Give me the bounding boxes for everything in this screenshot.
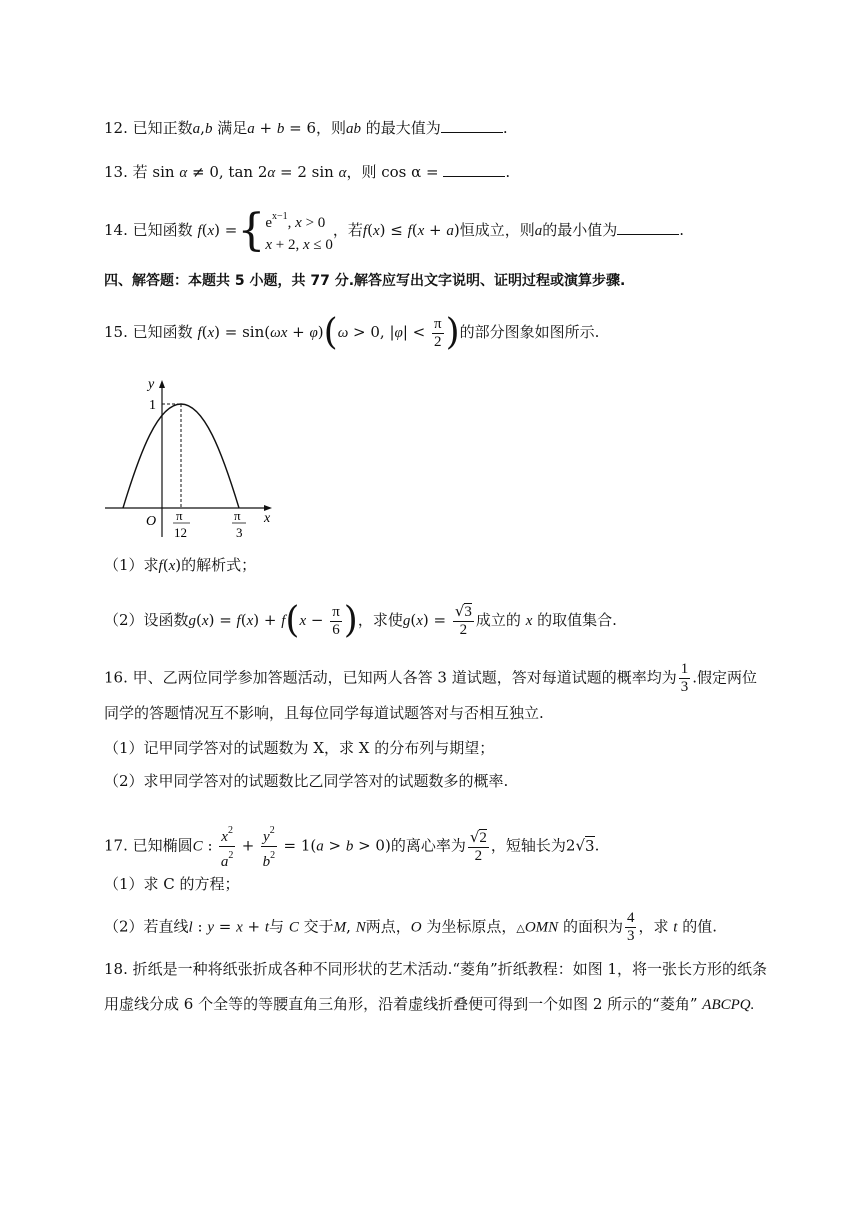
question-12: 12. 已知正数a,b 满足a + b = 6，则ab 的最大值为 .	[104, 119, 508, 137]
question-13: 13. 若 sin α ≠ 0, tan 2α = 2 sin α，则 cos α = .	[104, 163, 511, 181]
question-17: 17. 已知椭圆C : $\frac{x^2}{a^2}$ + $\frac{y^2}{b^2}$ = 1(a > b > 0)的离心率为 $\frac{√2}{2}$ ，短轴长为2√3.	[104, 822, 599, 871]
question-18-line-2: 用虚线分成 6 个全等的等腰直角三角形，沿着虚线折叠便可得到一个如图 2 所示的“菱角” ABCPQ.	[104, 995, 755, 1013]
question-17-part-1: （1）求 C 的方程；	[104, 875, 240, 893]
tick-pi-12-den: 12	[174, 525, 187, 540]
answer-blank	[617, 220, 679, 235]
question-15-part-2: （2）设函数g(x) = f(x) + f(x − $\frac{\pi}{6}$ )，求使g(x) = $\frac{√3}{2}$ 成立的 x 的取值集合.	[104, 600, 617, 641]
tick-pi-3-den: 3	[236, 525, 243, 540]
tick-pi-12-num: π	[176, 508, 183, 523]
question-14: 14. 已知函数 f(x) ={ $e^{x-1}$, x > 0 x + 2, x ≤ 0 ，若f(x) ≤ f(x + a)恒成立，则a的最小值为 .	[104, 205, 685, 256]
one-label: 1	[149, 398, 156, 413]
question-16-part-1: （1）记甲同学答对的试题数为 X，求 X 的分布列与期望；	[104, 739, 495, 757]
question-15: 15. 已知函数 f(x) = sin(ωx + φ)(ω > 0, |φ| < $\frac{\pi}{2}$ )的部分图象如图所示.	[104, 312, 600, 353]
question-15-part-1: （1）求f(x)的解析式；	[104, 556, 257, 574]
question-16-line-2: 同学的答题情况互不影响，且每位同学每道试题答对与否相互独立.	[104, 704, 544, 722]
section-heading: 四、解答题：本题共 5 小题，共 77 分.解答应写出文字说明、证明过程或演算步骤.	[104, 273, 626, 289]
question-17-part-2: （2）若直线l : y = x + t与 C 交于M, N两点，O 为坐标原点，△OMN 的面积为 $\frac{4}{3}$ ，求 t 的值.	[104, 910, 718, 944]
tick-pi-3-num: π	[234, 508, 241, 523]
origin-label: O	[146, 514, 157, 529]
answer-blank	[441, 118, 503, 133]
y-axis-label: y	[148, 377, 155, 392]
answer-blank	[443, 162, 505, 177]
question-16-part-2: （2）求甲同学答对的试题数比乙同学答对的试题数多的概率.	[104, 772, 509, 790]
question-18-line-1: 18. 折纸是一种将纸张折成各种不同形状的艺术活动.“菱角”折纸教程：如图 1，将一张长方形的纸条	[104, 960, 768, 978]
question-16-line-1: 16. 甲、乙两位同学参加答题活动，已知两人各答 3 道试题，答对每道试题的概率均为 $\frac{1}{3}$ .假定两位	[104, 661, 757, 695]
function-graph	[100, 372, 280, 542]
x-axis-label: x	[264, 511, 271, 526]
y-axis-arrow	[159, 380, 165, 388]
